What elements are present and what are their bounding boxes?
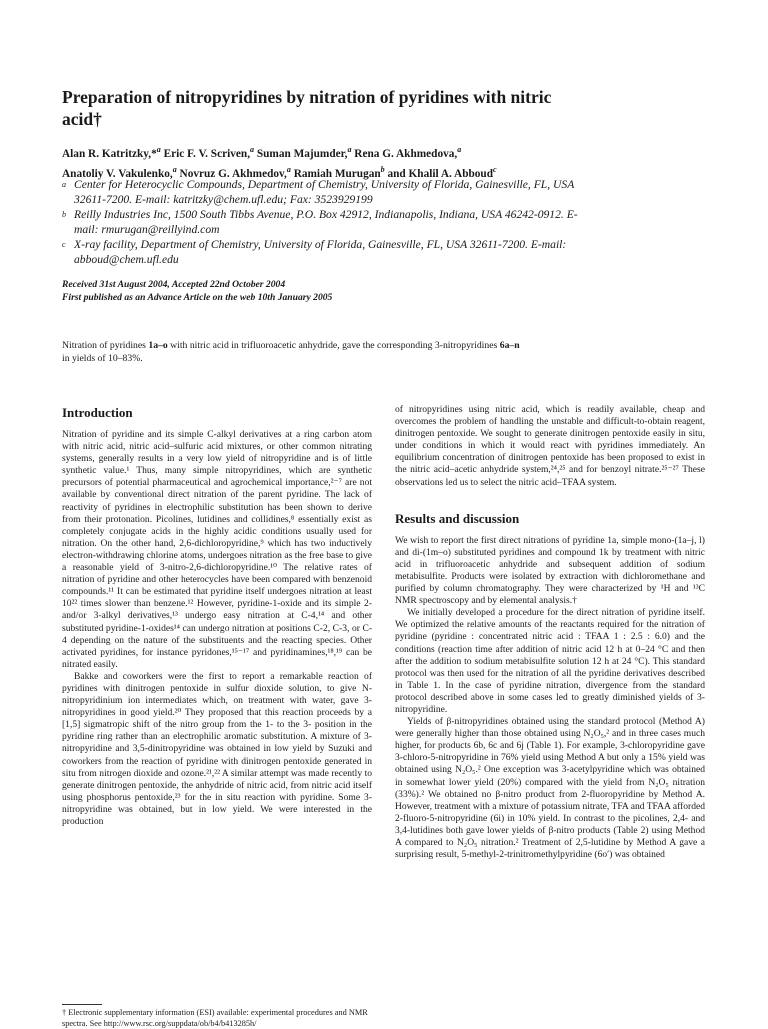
affiliation xyxy=(62,207,582,237)
affiliation-mark: c xyxy=(492,164,497,174)
paragraph: We wish to report the first direct nitrations of pyridine 1a, simple mono-(1a–j, l) and di-(1m–o) substituted pyridines and compound 1k by treatment with nitric acid in trifluoroacetic anhydride and subsequent addition of sodium metabisulfite. Products were isolated by extraction with dichloromethane and purified by column chromatography. They were characterized by ¹H and ¹³C NMR spectroscopy and by elemental analysis.† xyxy=(395,534,705,607)
section-gap xyxy=(395,489,705,511)
affiliation-mark: b xyxy=(62,210,66,219)
section-heading: Results and discussion xyxy=(395,510,520,526)
author-name: Novruz G. Akhmedov, xyxy=(179,167,287,180)
footnote: † Electronic supplementary information (ESI) available: experimental procedures and NMR spectra. See http://www.rsc.org/suppdata/ob/b4/b413285h/ xyxy=(62,1008,368,1028)
published-date: First published as an Advance Article on the web 10th January 2005 xyxy=(62,291,333,303)
abstract-text: Nitration of pyridines xyxy=(62,340,149,351)
right-column xyxy=(395,404,705,861)
paragraph: of nitropyridines using nitric acid, which is readily available, cheap and overcomes the problem of handling the unstable and difficult-to-obtain reagent, dinitrogen pentoxide. We sought to generate dinitrogen pentoxide easily in situ, under conditions in which it would react with pyridines immediately. An equilibrium concentration of dinitrogen pentoxide has been proposed to exist in the nitric acid–acetic anhydride system,²⁴,²⁵ and for benzoyl nitrate.²⁵⁻²⁷ These observations led us to select the nitric acid–TFAA system. xyxy=(395,404,705,488)
paragraph: Yields of β-nitropyridines obtained using the standard protocol (Method A) were generally higher than those obtained using N₂O₅,² and in three cases much higher, for products 6b, 6c and 6j (Table 1). For example, 3-chloropyridine gave 3-chloro-5-nitropyridine in 76% yield using Method A but only a 15% yield was obtained using N₂O₅.² One exception was 3-acetylpyridine which was obtained in somewhat lower yield (20%) compared with the yield from N₂O₅ nitration (33%).² We obtained no β-nitro product from 2-fluoropyridine by Method A. However, treatment with a mixture of potassium nitrate, TFA and TFAA afforded 2-fluoro-5-nitropyridine (6i) in 10% yield. In contrast to the picolines, 2,4- and 3,4-lutidines both gave lower yields of β-nitro products (Table 2) using Method A compared to N₂O₅ nitration.² Treatment of 2,5-lutidine by Method A gave a surprising result, 5-methyl-2-trinitromethylpyridine (6o′) was obtained xyxy=(395,716,705,861)
author-name: and Khalil A. Abboud xyxy=(387,167,493,180)
affiliation-text: Reilly Industries Inc, 1500 South Tibbs Avenue, P.O. Box 42912, Indianapolis, Indiana, USA 46242-0912. E-mail: rmurugan@reillyind.com xyxy=(74,208,578,236)
affiliation-mark: a xyxy=(347,145,352,154)
left-column xyxy=(62,405,372,828)
affiliation-mark: a xyxy=(250,145,255,154)
author-name: Anatoliy V. Vakulenko, xyxy=(62,167,173,180)
compound-label: 1a–o xyxy=(148,340,168,351)
affiliation xyxy=(62,237,582,267)
abstract-text: in yields of 10–83%. xyxy=(62,353,143,364)
paper-title: Preparation of nitropyridines by nitration of pyridines with nitric acid† xyxy=(62,87,552,129)
author-name: Rena G. Akhmedova, xyxy=(354,147,458,160)
abstract-text: with nitric acid in trifluoroacetic anhydride, gave the corresponding 3-nitropyridines xyxy=(167,340,500,351)
paragraph: Bakke and coworkers were the first to report a remarkable reaction of pyridines with dinitrogen pentoxide in sulfur dioxide solution, to give N-nitropyridinium ion intermediates which, on treatment with water, gave 3-nitropyridines in good yield.²⁰ They proposed that this reaction proceeds by a [1,5] sigmatropic shift of the nitro group from the 1- to the 3- position in the pyridine ring rather than an electrophilic aromatic substitution. A mixture of 3-nitropyridine and 3,5-dinitropyridine was obtained in low yield by Suzuki and coworkers from the reaction of pyridine with dinitrogen pentoxide generated in situ from nitrogen dioxide and ozone.²¹,²² A similar attempt was made recently to generate dinitrogen pentoxide, the anhydride of nitric acid, from nitric acid itself using phosphorus pentoxide,²³ for the in situ reaction with pyridine. Some 3-nitropyridine was obtained, but in low yield. We were interested in the production xyxy=(62,670,372,827)
affiliation-mark: a xyxy=(172,164,177,174)
affiliation-mark: c xyxy=(62,240,66,249)
abstract xyxy=(62,339,682,365)
footnote-divider xyxy=(62,1004,102,1005)
section-heading: Introduction xyxy=(62,405,133,420)
publication-dates xyxy=(62,279,582,304)
paragraph: We initially developed a procedure for the direct nitration of pyridine itself. We optimized the relative amounts of the reactants required for the nitration of pyridine (pyridine : concentrated nitric acid : TFAA 1 : 2.5 : 6.0) and the conditions (reaction time after addition of nitric acid 12 h at 0–24 °C and then after the addition to sodium metabisulfite solution 12 h at 24 °C). This standard protocol was then used for the nitration of all the pyridine derivatives described in Table 1. In the case of pyridine nitration, divergence from the standard protocol described above in some cases led to greatly diminished yields of 3-nitropyridine. xyxy=(395,607,705,715)
author-name: Eric F. V. Scriven, xyxy=(163,147,251,160)
author-name: Alan R. Katritzky,* xyxy=(62,147,157,160)
received-date: Received 31st August 2004, Accepted 22nd October 2004 xyxy=(62,279,286,290)
affiliation-mark: a xyxy=(457,145,462,154)
author-list xyxy=(62,142,562,182)
affiliation-text: X-ray facility, Department of Chemistry, University of Florida, Gainesville, FL, USA 32611-7200. E-mail: abboud@chem.ufl.edu xyxy=(74,238,567,266)
affiliation-mark: a xyxy=(156,145,161,154)
affiliation-text: Center for Heterocyclic Compounds, Department of Chemistry, University of Florida, Gainesville, FL, USA 32611-7200. E-mail: katritzky@chem.ufl.edu; Fax: 3523929199 xyxy=(74,178,575,206)
compound-label: 6a–n xyxy=(499,340,520,351)
affiliation-mark: a xyxy=(286,164,291,174)
affiliation xyxy=(62,177,582,207)
author-name: Ramiah Murugan xyxy=(293,167,381,180)
affiliation-list xyxy=(62,177,582,267)
affiliation-mark: b xyxy=(380,164,385,174)
author-name: Suman Majumder, xyxy=(256,147,348,160)
paragraph: Nitration of pyridine and its simple C-alkyl derivatives at a ring carbon atom with nitric acid, nitric acid–sulfuric acid mixtures, or other common nitrating systems, generally results in a very low yield of nitropyridine and is of little synthetic value.¹ Thus, many simple nitropyridines, which are synthetic precursors of potential pharmaceutical and agrochemical importance,²⁻⁷ are not available by conventional direct nitration of the parent pyridine. The lack of reactivity of pyridines in electrophilic substitution has been shown to derive from their protonation. Picolines, lutidines and collidines,⁸ essentially exist as completely conjugate acids in the highly acidic conditions usually used for nitration. On the other hand, 2,6-dichloropyridine,⁹ which has two inductively electron-withdrawing chlorine atoms, undergoes nitration as the free base to give a reasonable yield of 3-nitro-2,6-dichloropyridine.¹⁰ The relative rates of nitration of pyridine and other heterocycles have been compared with benzenoid compounds.¹¹ It can be estimated that pyridine itself undergoes nitration at least 10²² times slower than benzene.¹² However, pyridine-1-oxide and its simple 2- and/or 3-alkyl derivatives,¹³ undergo easy nitration at C-4,¹⁴ and other substituted pyridine-1-oxides¹⁴ can undergo nitration at positions C-2, C-3, or C-4 depending on the nature of the substituents and the reacting species. Other activated pyridines, for instance pyridones,¹⁵⁻¹⁷ and pyridinamines,¹⁸,¹⁹ can be nitrated easily. xyxy=(62,429,372,670)
affiliation-mark: a xyxy=(62,180,66,189)
